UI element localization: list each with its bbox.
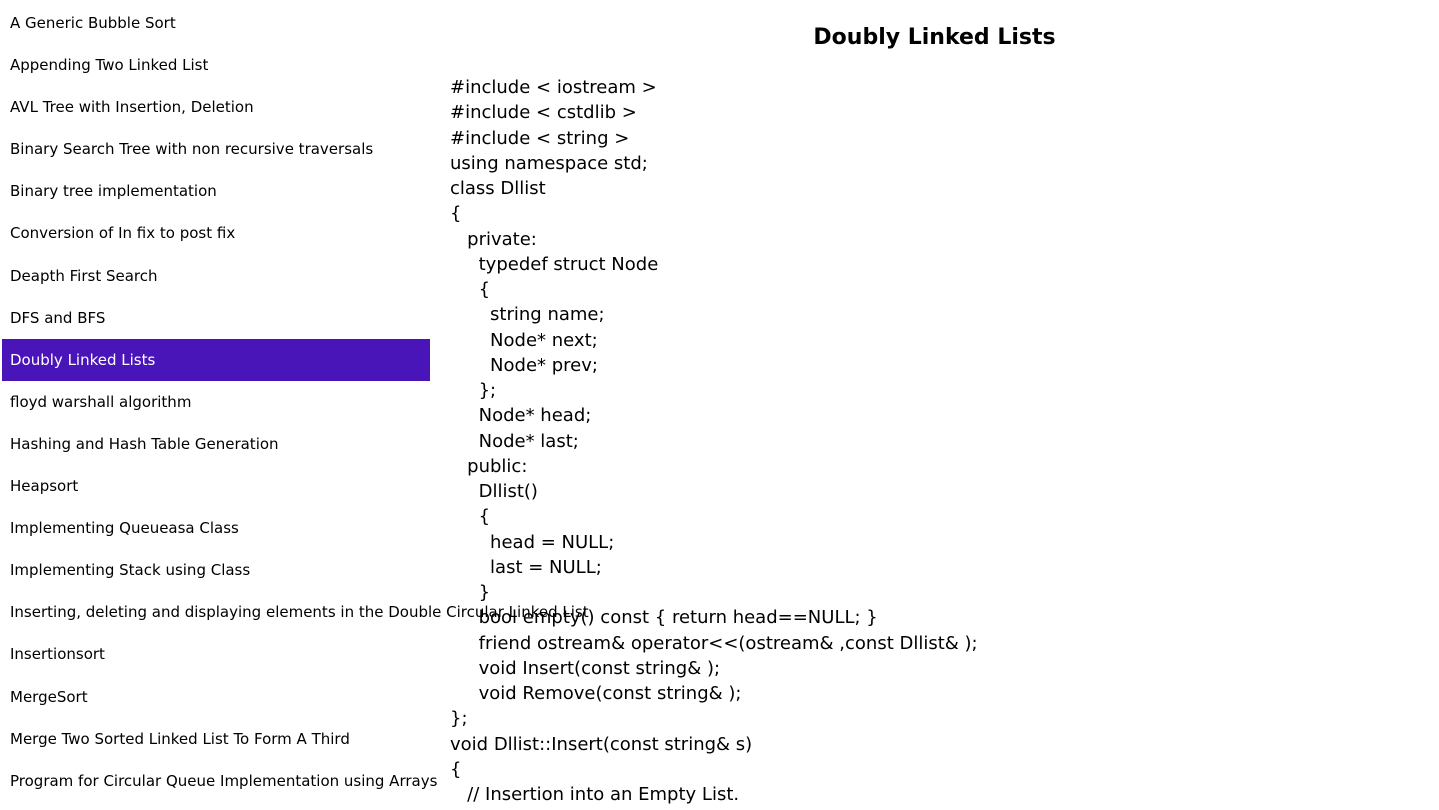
list-item[interactable]: A Generic Bubble Sort — [10, 14, 176, 32]
list-item[interactable]: Conversion of In fix to post fix — [10, 224, 236, 243]
code-line: }; — [450, 380, 497, 401]
page-title: Doubly Linked Lists — [813, 25, 1056, 50]
code-line: void Dllist::Insert(const string& s) — [450, 733, 753, 755]
list-item[interactable]: MergeSort — [10, 687, 88, 706]
code-line: Dllist() — [450, 481, 538, 502]
list-item[interactable]: Hashing and Hash Table Generation — [10, 434, 279, 453]
list-item[interactable]: Implementing Queueasa Class — [10, 519, 239, 538]
list-item[interactable]: Insertionsort — [10, 645, 105, 664]
code-block — [450, 75, 978, 807]
code-line: typedef struct Node — [450, 253, 659, 275]
code-line: using namespace std; — [450, 152, 648, 174]
code-line: } — [450, 582, 491, 603]
list-item[interactable]: Merge Two Sorted Linked List To Form A Third — [10, 729, 350, 748]
list-item[interactable]: Deapth First Search — [10, 266, 158, 285]
list-item[interactable]: Binary tree implementation — [10, 182, 217, 201]
code-line: Node* next; — [450, 329, 598, 351]
list-item[interactable]: floyd warshall algorithm — [10, 392, 192, 411]
code-line: class Dllist — [450, 178, 546, 199]
list-item[interactable]: Implementing Stack using Class — [10, 561, 251, 580]
code-line: string name; — [450, 304, 605, 326]
code-line: Node* head; — [450, 405, 592, 427]
list-item[interactable]: Binary Search Tree with non recursive traversals — [10, 140, 374, 159]
code-line: head = NULL; — [450, 531, 615, 553]
code-line: #include < string > — [450, 127, 630, 149]
code-line: { — [450, 279, 491, 300]
code-line: void Insert(const string& ); — [450, 657, 721, 679]
code-line: public: — [450, 455, 528, 477]
code-line: private: — [450, 228, 537, 250]
content-pane — [430, 0, 1439, 810]
code-line: }; — [450, 708, 468, 730]
code-line: bool empty() const { return head==NULL; } — [450, 607, 878, 629]
list-item[interactable]: Program for Circular Queue Implementation using Arrays — [10, 771, 438, 790]
code-line: void Remove(const string& ); — [450, 683, 742, 704]
code-line: { — [450, 758, 462, 780]
code-line: // Insertion into an Empty List. — [450, 784, 740, 805]
code-line: last = NULL; — [450, 556, 602, 578]
code-line: #include < iostream > — [450, 77, 657, 98]
code-line: Node* prev; — [450, 354, 598, 376]
list-item[interactable]: Inserting, deleting and displaying elements in the Double Circular Linked List — [10, 603, 589, 622]
code-line: { — [450, 203, 462, 225]
code-line: #include < cstdlib > — [450, 102, 637, 124]
list-item[interactable]: Doubly Linked Lists — [2, 339, 430, 381]
list-item[interactable]: Heapsort — [10, 477, 79, 496]
code-line: { — [450, 506, 491, 528]
code-line: friend ostream& operator<<(ostream& ,const Dllist& ); — [450, 632, 978, 654]
list-item[interactable]: Appending Two Linked List — [10, 56, 209, 75]
code-line: Node* last; — [450, 430, 579, 452]
list-item[interactable]: AVL Tree with Insertion, Deletion — [10, 98, 254, 117]
list-item[interactable]: DFS and BFS — [10, 308, 106, 327]
